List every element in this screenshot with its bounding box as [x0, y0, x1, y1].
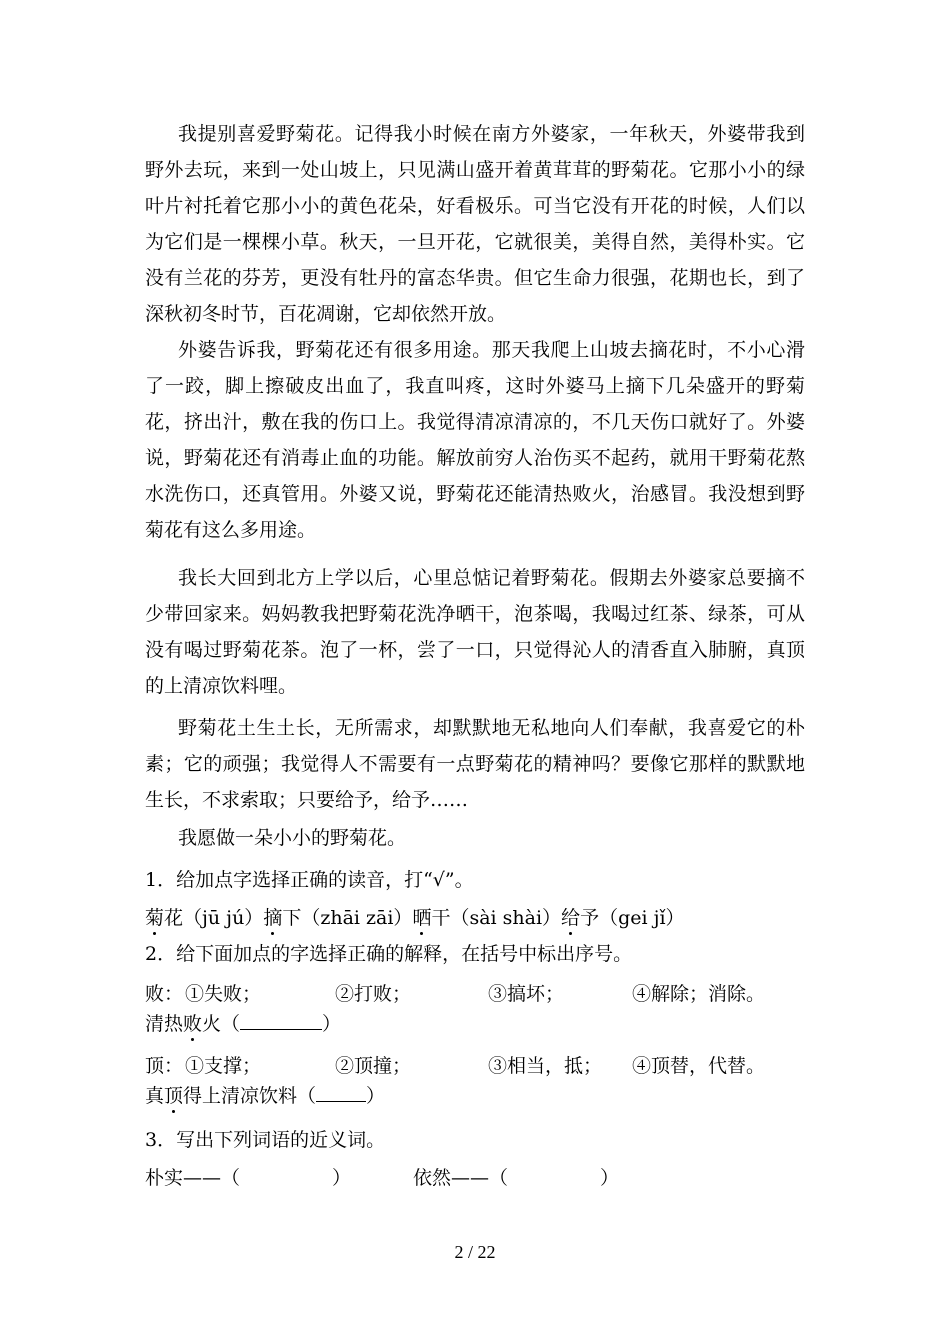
question-1: [145, 866, 805, 946]
synonym-item: [145, 1164, 351, 1192]
page-number: 2 / 22: [454, 1242, 496, 1262]
phrase-text: 真: [145, 1085, 165, 1107]
question-2: [145, 940, 805, 1120]
passage-line: 外婆告诉我，野菊花还有很多用途。那天我爬上山坡去摘花时，不小心滑: [178, 339, 805, 361]
passage-line: 深秋初冬时节，百花凋谢，它却依然开放。: [145, 303, 507, 325]
passage-line: 了一跤，脚上擦破皮出血了，我直叫疼，这时外婆马上摘下几朵盛开的野菊: [145, 375, 805, 397]
passage-line: 菊花有这么多用途。: [145, 519, 317, 541]
pinyin-item: [145, 907, 263, 929]
definition-option: ④解除；消除。: [632, 983, 766, 1005]
passage-line: 没有喝过野菊花茶。泡了一杯，尝了一口，只觉得沁人的清香直入肺腑，真顶: [145, 639, 805, 661]
passage-line: 的上清凉饮料哩。: [145, 675, 298, 697]
definition-head: 败：: [145, 983, 184, 1005]
passage-line: 野外去玩，来到一处山坡上，只见满山盛开着黄茸茸的野菊花。它那小小的绿: [145, 159, 805, 181]
synonym-word: 朴实——（: [145, 1167, 241, 1189]
dotted-char: 给: [561, 907, 581, 929]
bracket-close: ）: [332, 1167, 352, 1189]
passage-line: 花，挤出汁，敷在我的伤口上。我觉得清凉清凉的，不几天伤口就好了。外婆: [145, 411, 805, 433]
passage-line: 素；它的顽强；我觉得人不需要有一点野菊花的精神吗？要像它那样的默默地: [145, 753, 805, 775]
passage-line: 野菊花土生土长，无所需求，却默默地无私地向人们奉献，我喜爱它的朴: [178, 717, 805, 739]
dotted-char: 菊: [145, 907, 165, 929]
passage-line: 我长大回到北方上学以后，心里总惦记着野菊花。假期去外婆家总要摘不: [178, 567, 805, 589]
pinyin-options: 干（sài shài）: [431, 907, 562, 929]
bracket-close: ）: [600, 1167, 620, 1189]
phrase-text: 得上清凉饮料（: [183, 1085, 317, 1107]
bracket-close: ）: [366, 1085, 386, 1107]
pinyin-options: 花（jū jú）: [164, 907, 264, 929]
passage-line: 少带回家来。妈妈教我把野菊花洗净晒干，泡茶喝，我喝过红茶、绿茶，可从: [145, 603, 805, 625]
definition-option: ④顶替，代替。: [632, 1055, 766, 1077]
pinyin-item: [561, 907, 685, 929]
passage-line: 我提别喜爱野菊花。记得我小时候在南方外婆家，一年秋天，外婆带我到: [178, 123, 805, 145]
passage-line: 没有兰花的芬芳，更没有牡丹的富态华贵。但它生命力很强，花期也长，到了: [145, 267, 805, 289]
definition-option: ①失败；: [185, 983, 262, 1005]
definition-option: ③相当，抵；: [488, 1055, 603, 1077]
pinyin-options: 下（zhāi zāi）: [282, 907, 413, 929]
bracket-close: ）: [322, 1013, 342, 1035]
pinyin-choices: [145, 904, 685, 932]
definition-head: 顶：: [145, 1055, 184, 1077]
definition-option: ③搞坏；: [488, 983, 565, 1005]
phrase-text: 火（: [202, 1013, 241, 1035]
definition-option: ②打败；: [335, 983, 412, 1005]
passage-line: 我愿做一朵小小的野菊花。: [178, 827, 407, 849]
answer-blank[interactable]: [316, 1083, 366, 1102]
pinyin-options: 予（gei jǐ）: [580, 907, 685, 929]
dotted-char: 顶: [164, 1085, 184, 1107]
dotted-char: 败: [183, 1013, 203, 1035]
synonym-word: 依然——（: [413, 1167, 509, 1189]
question-1-title: 1．给加点字选择正确的读音，打“√”。: [145, 869, 474, 891]
passage-line: 水洗伤口，还真管用。外婆又说，野菊花还能清热败火，治感冒。我没想到野: [145, 483, 805, 505]
question-3: [145, 1126, 805, 1196]
definition-option: ②顶撞；: [335, 1055, 412, 1077]
phrase-with-blank: [145, 1082, 385, 1110]
dotted-char: 晒: [412, 907, 432, 929]
phrase-text: 清热: [145, 1013, 184, 1035]
question-2-title: 2．给下面加点的字选择正确的解释，在括号中标出序号。: [145, 943, 633, 965]
question-3-title: 3．写出下列词语的近义词。: [145, 1129, 386, 1151]
answer-blank[interactable]: [240, 1011, 322, 1030]
passage-line: 生长，不求索取；只要给予，给予……: [145, 789, 469, 811]
synonym-item: [413, 1164, 619, 1192]
reading-passage: [145, 120, 805, 849]
passage-line: 说，野菊花还有消毒止血的功能。解放前穷人治伤买不起药，就用干野菊花熬: [145, 447, 805, 469]
dotted-char: 摘: [263, 907, 283, 929]
definition-option: ①支撑；: [185, 1055, 262, 1077]
passage-line: 叶片衬托着它那小小的黄色花朵，好看极乐。可当它没有开花的时候，人们以: [145, 195, 805, 217]
phrase-with-blank: [145, 1010, 341, 1038]
pinyin-item: [412, 907, 561, 929]
pinyin-item: [263, 907, 412, 929]
passage-line: 为它们是一棵棵小草。秋天，一旦开花，它就很美，美得自然，美得朴实。它: [145, 231, 805, 253]
